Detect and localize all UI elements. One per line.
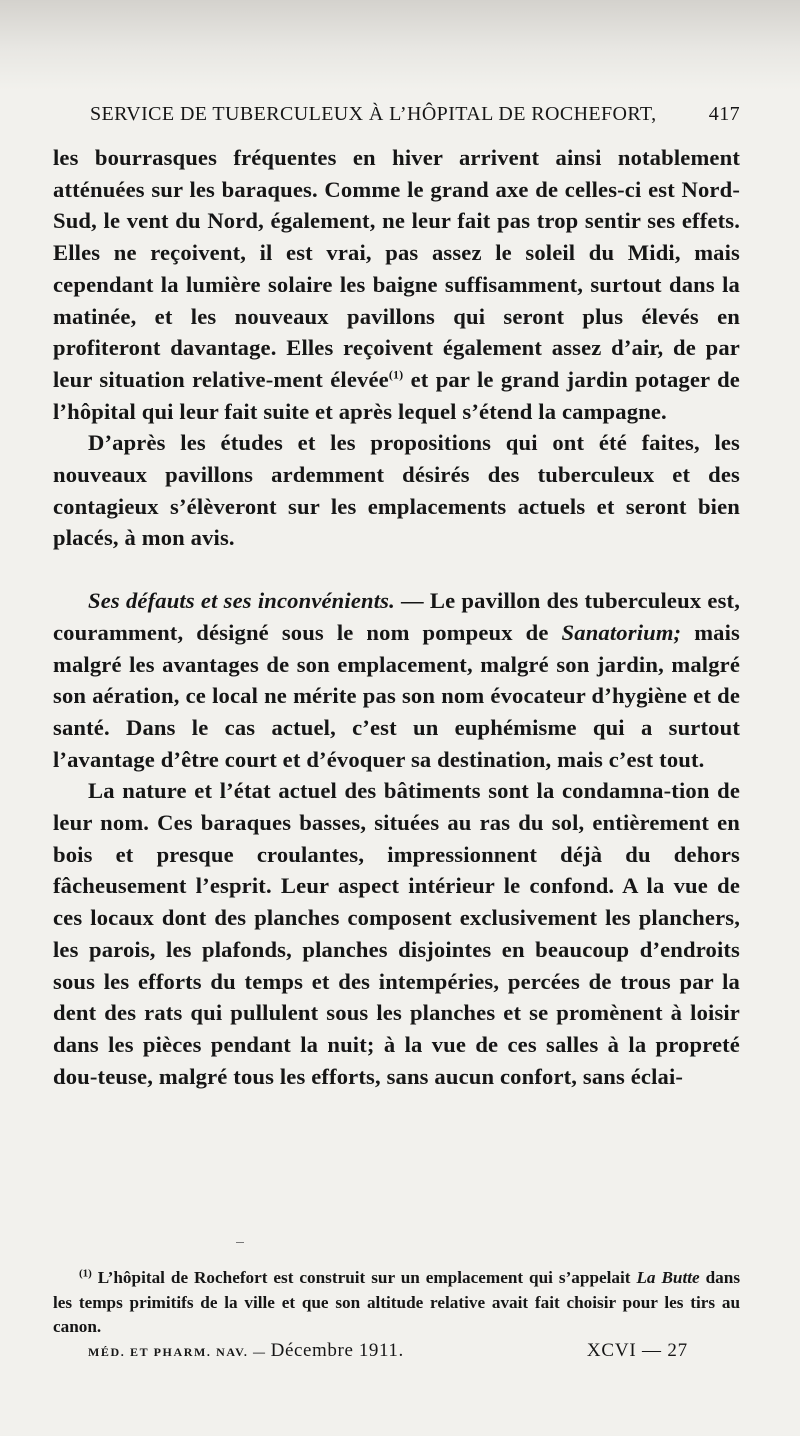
main-text — [53, 142, 740, 1092]
footnote — [53, 1266, 740, 1340]
running-title: SERVICE DE TUBERCULEUX À L’HÔPITAL DE ROCHEFORT, — [90, 103, 657, 125]
section-lead-heading: Ses défauts et ses inconvénients. — [88, 588, 395, 614]
paragraph-3-text: — Le pavillon des tuberculeux est, couramment, désigné sous le nom pompeux de — [53, 588, 740, 645]
page-footer — [88, 1340, 688, 1362]
footnote-separator — [236, 1242, 244, 1243]
paragraph-1-text: les bourrasques fréquentes en hiver arrivent ainsi notablement atténuées sur les baraques. Comme le grand axe de celles-ci est Nord-Sud, le vent du Nord, également, ne leur fait pas trop sentir ses effets. Elles ne reçoivent, il est vrai, pas assez le soleil du Midi, mais cependant la lumière solaire les baigne suffisamment, surtout dans la matinée, et les nouveaux pavillons qui seront plus élevés en profiteront davantage. Elles reçoivent également assez d’air, de par leur situation relative-ment élevée — [53, 145, 740, 392]
paragraph-1 — [53, 142, 740, 427]
footnote-reference: (1) — [388, 367, 404, 382]
page-number: 417 — [708, 103, 740, 125]
paragraph-1-text-end: et par le grand jardin potager de l’hôpital qui leur fait suite et après lequel s’étend la campagne. — [53, 366, 740, 424]
paragraph-4: La nature et l’état actuel des bâtiments sont la condamna-tion de leur nom. Ces baraques basses, situées au ras du sol, entièrement en bois et presque croulantes, impressionnent déjà du dehors fâcheusement l’esprit. Leur aspect intérieur le confond. A la vue de ces locaux dont des planches composent exclusivement les planchers, les parois, les plafonds, planches disjointes en beaucoup d’endroits sous les efforts du temps et des intempéries, percées de trous par la dent des rats qui pullulent sous les planches et se promènent à loisir dans les pièces pendant la nuit; à la vue de ces salles à la propreté dou-teuse, malgré tous les efforts, sans aucun confort, sans éclai- — [53, 778, 740, 1089]
journal-signature — [88, 1340, 404, 1362]
paragraph-3-text-end: mais malgré les avantages de son emplacement, malgré son jardin, malgré son aération, ce local ne mérite pas son nom évocateur d’hygiène et de santé. Dans le cas actuel, c’est un euphémisme qui a surtout l’avantage d’être court et d’évoquer sa destination, mais c’est tout. — [53, 619, 740, 772]
footnote-text-end: dans les temps primitifs de la ville et que son altitude relative avait fait choisir pour les tirs au canon. — [53, 1268, 741, 1337]
footnote-marker: (1) — [79, 1267, 92, 1280]
footnote-text-start: L’hôpital de Rochefort est construit sur un emplacement qui s’appelait — [91, 1268, 637, 1287]
footnote-italic: La Butte — [636, 1268, 700, 1287]
paragraph-3 — [53, 585, 740, 775]
gathering-signature: XCVI — 27 — [586, 1340, 688, 1361]
running-header — [90, 103, 740, 126]
paragraph-2: D’après les études et les propositions qui ont été faites, les nouveaux pavillons ardemment désirés des tuberculeux et des contagieux s’élèveront sur les emplacements actuels et seront bien placés, à mon avis. — [53, 430, 740, 551]
paragraph-3-italic: Sanatorium; — [561, 619, 682, 645]
journal-name: MÉD. ET PHARM. NAV. — — [88, 1345, 267, 1359]
journal-date: Décembre 1911. — [270, 1340, 404, 1361]
